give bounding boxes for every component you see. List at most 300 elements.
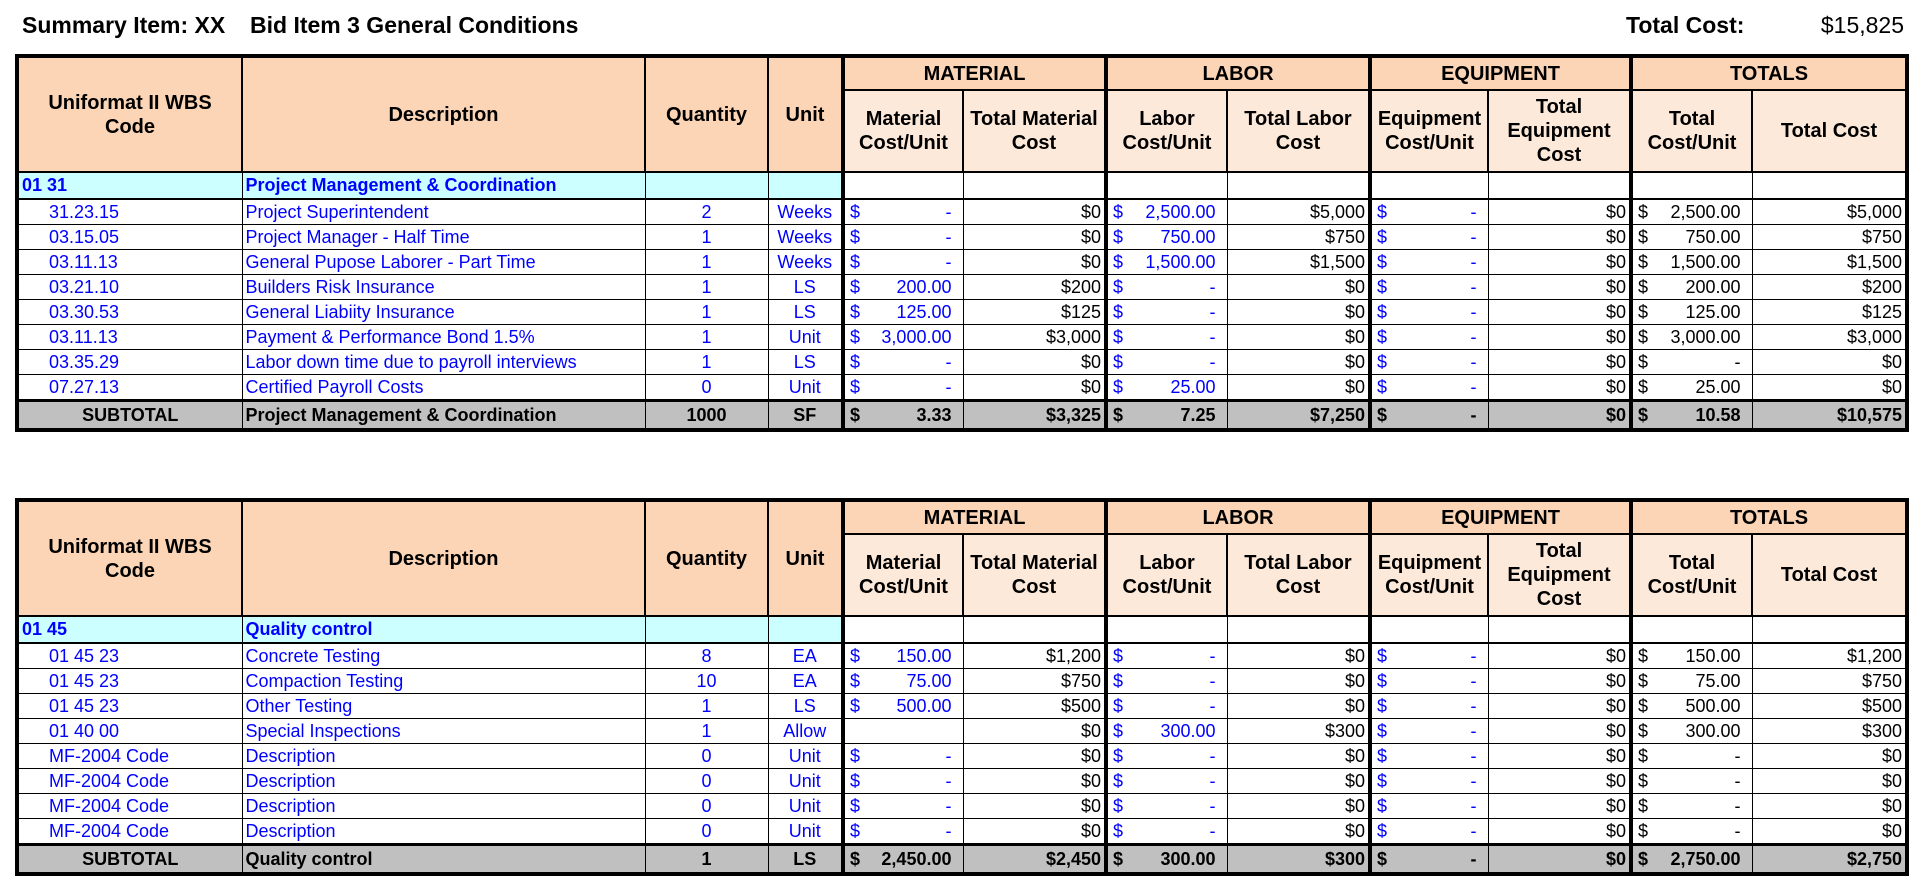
- quantity-cell[interactable]: 0: [645, 375, 768, 401]
- wbs-code-cell[interactable]: 01 40 00: [17, 719, 242, 744]
- lab-unit-cell[interactable]: [1106, 275, 1227, 300]
- section-qty-cell[interactable]: [645, 616, 768, 643]
- currency-symbol: $: [1377, 227, 1388, 247]
- eq-unit-value: -: [1470, 404, 1477, 425]
- description-cell[interactable]: Description: [242, 794, 645, 819]
- eq-unit-cell[interactable]: [1370, 819, 1488, 845]
- section-unit-cell[interactable]: [768, 172, 843, 199]
- unit-cell[interactable]: Unit: [768, 325, 843, 350]
- mat-unit-cell[interactable]: [843, 769, 963, 794]
- mat-unit-value: -: [945, 377, 952, 397]
- tot-unit-cell[interactable]: [1631, 350, 1752, 375]
- table-row[interactable]: [17, 250, 1907, 275]
- subtotal-unit[interactable]: SF: [768, 401, 843, 431]
- total-labor-cost-cell[interactable]: $0: [1227, 819, 1370, 845]
- eq-unit-cell[interactable]: [1370, 643, 1488, 669]
- section-row[interactable]: [17, 172, 1907, 199]
- total-cost-cell[interactable]: $200: [1752, 275, 1907, 300]
- total-labor-cost-cell[interactable]: $0: [1227, 794, 1370, 819]
- quantity-cell[interactable]: 0: [645, 744, 768, 769]
- eq-unit-value: -: [1470, 377, 1477, 397]
- currency-symbol: $: [850, 227, 861, 247]
- lab-unit-cell[interactable]: [1106, 845, 1227, 875]
- table-row[interactable]: [17, 300, 1907, 325]
- currency-symbol: $: [1638, 377, 1649, 397]
- wbs-code-cell[interactable]: MF-2004 Code: [17, 794, 242, 819]
- section-blank-cell[interactable]: [1106, 172, 1227, 199]
- eq-unit-cell[interactable]: [1370, 250, 1488, 275]
- total-cost-cell[interactable]: $5,000: [1752, 199, 1907, 225]
- currency-symbol: $: [1377, 327, 1388, 347]
- unit-cell[interactable]: LS: [768, 275, 843, 300]
- total-cost-cell[interactable]: $0: [1752, 819, 1907, 845]
- mat-unit-cell[interactable]: [843, 719, 963, 744]
- description-cell[interactable]: Description: [242, 744, 645, 769]
- description-cell[interactable]: Concrete Testing: [242, 643, 645, 669]
- total-labor-cost-cell[interactable]: $0: [1227, 744, 1370, 769]
- lab-unit-value: -: [1209, 671, 1216, 691]
- section-blank-cell[interactable]: [1370, 616, 1488, 643]
- lab-unit-cell[interactable]: [1106, 643, 1227, 669]
- currency-symbol: $: [1638, 646, 1649, 666]
- currency-symbol: $: [1113, 796, 1124, 816]
- table-row[interactable]: [17, 744, 1907, 769]
- section-blank-cell[interactable]: [1752, 616, 1907, 643]
- table-row[interactable]: [17, 694, 1907, 719]
- lab-unit-cell[interactable]: [1106, 250, 1227, 275]
- quantity-cell[interactable]: 1: [645, 325, 768, 350]
- eq-unit-cell[interactable]: [1370, 769, 1488, 794]
- section-blank-cell[interactable]: [963, 172, 1106, 199]
- total-equipment-cost-cell[interactable]: $0: [1488, 694, 1631, 719]
- tot-unit-cell[interactable]: [1631, 250, 1752, 275]
- subtotal-material-total[interactable]: $2,450: [963, 845, 1106, 875]
- eq-unit-value: -: [1470, 671, 1477, 691]
- eq-unit-cell[interactable]: [1370, 694, 1488, 719]
- section-code[interactable]: 01 31: [17, 172, 242, 199]
- total-equipment-cost-cell[interactable]: $0: [1488, 325, 1631, 350]
- total-material-cost-cell[interactable]: $0: [963, 225, 1106, 250]
- subtotal-total-cost[interactable]: $2,750: [1752, 845, 1907, 875]
- description-cell[interactable]: Payment & Performance Bond 1.5%: [242, 325, 645, 350]
- total-equipment-cost-cell[interactable]: $0: [1488, 769, 1631, 794]
- total-equipment-cost-cell[interactable]: $0: [1488, 199, 1631, 225]
- section-unit-cell[interactable]: [768, 616, 843, 643]
- total-equipment-cost-cell[interactable]: $0: [1488, 300, 1631, 325]
- quantity-cell[interactable]: 1: [645, 350, 768, 375]
- mat-unit-cell[interactable]: [843, 250, 963, 275]
- table-row[interactable]: [17, 643, 1907, 669]
- section-title[interactable]: Project Management & Coordination: [242, 172, 645, 199]
- total-material-cost-cell[interactable]: $0: [963, 769, 1106, 794]
- wbs-code-cell[interactable]: MF-2004 Code: [17, 769, 242, 794]
- unit-cell[interactable]: Unit: [768, 769, 843, 794]
- quantity-cell[interactable]: 10: [645, 669, 768, 694]
- total-material-cost-cell[interactable]: $0: [963, 199, 1106, 225]
- lab-unit-value: 300.00: [1160, 848, 1216, 869]
- subtotal-labor-total[interactable]: $300: [1227, 845, 1370, 875]
- tot-unit-cell[interactable]: [1631, 819, 1752, 845]
- total-material-cost-cell[interactable]: $0: [963, 744, 1106, 769]
- table-row[interactable]: [17, 350, 1907, 375]
- total-material-cost-cell[interactable]: $3,000: [963, 325, 1106, 350]
- total-equipment-cost-cell[interactable]: $0: [1488, 643, 1631, 669]
- quantity-cell[interactable]: 0: [645, 769, 768, 794]
- section-title[interactable]: Quality control: [242, 616, 645, 643]
- total-labor-cost-header: Total Labor Cost: [1227, 534, 1370, 616]
- total-labor-cost-cell[interactable]: $0: [1227, 669, 1370, 694]
- lab-unit-cell[interactable]: [1106, 401, 1227, 431]
- subtotal-labor-total[interactable]: $7,250: [1227, 401, 1370, 431]
- total-cost-cell[interactable]: $125: [1752, 300, 1907, 325]
- total-labor-cost-cell[interactable]: $0: [1227, 300, 1370, 325]
- subtotal-label[interactable]: SUBTOTAL: [17, 845, 242, 875]
- section-blank-cell[interactable]: [1488, 616, 1631, 643]
- tot-unit-cell[interactable]: [1631, 401, 1752, 431]
- total-material-cost-cell[interactable]: $0: [963, 375, 1106, 401]
- total-equipment-cost-cell[interactable]: $0: [1488, 350, 1631, 375]
- total-cost-cell[interactable]: $0: [1752, 744, 1907, 769]
- eq-unit-value: -: [1470, 227, 1477, 247]
- lab-unit-cell[interactable]: [1106, 694, 1227, 719]
- currency-symbol: $: [1113, 202, 1124, 222]
- total-equipment-cost-cell[interactable]: $0: [1488, 225, 1631, 250]
- currency-symbol: $: [850, 352, 861, 372]
- tot-unit-value: 500.00: [1685, 696, 1741, 716]
- total-labor-cost-cell[interactable]: $300: [1227, 719, 1370, 744]
- lab-unit-cell[interactable]: [1106, 300, 1227, 325]
- eq-unit-cell[interactable]: [1370, 350, 1488, 375]
- lab-unit-value: -: [1209, 746, 1216, 766]
- description-cell[interactable]: General Liabiity Insurance: [242, 300, 645, 325]
- total-material-cost-cell[interactable]: $0: [963, 819, 1106, 845]
- subtotal-unit[interactable]: LS: [768, 845, 843, 875]
- lab-unit-cell[interactable]: [1106, 719, 1227, 744]
- currency-symbol: $: [1638, 796, 1649, 816]
- lab-unit-cell[interactable]: [1106, 744, 1227, 769]
- tot-unit-cell[interactable]: [1631, 325, 1752, 350]
- tot-unit-cell[interactable]: [1631, 199, 1752, 225]
- lab-unit-cell[interactable]: [1106, 325, 1227, 350]
- lab-unit-cell[interactable]: [1106, 769, 1227, 794]
- currency-symbol: $: [850, 696, 861, 716]
- mat-unit-cell[interactable]: [843, 845, 963, 875]
- tot-unit-cell[interactable]: [1631, 375, 1752, 401]
- quantity-cell[interactable]: 1: [645, 719, 768, 744]
- description-cell[interactable]: Project Superintendent: [242, 199, 645, 225]
- eq-unit-cell[interactable]: [1370, 669, 1488, 694]
- lab-unit-value: 1,500.00: [1145, 252, 1216, 272]
- wbs-code-header: Uniformat II WBS Code: [17, 500, 242, 616]
- section-row[interactable]: [17, 616, 1907, 643]
- lab-unit-cell[interactable]: [1106, 350, 1227, 375]
- total-equipment-cost-cell[interactable]: $0: [1488, 669, 1631, 694]
- subtotal-title[interactable]: Project Management & Coordination: [242, 401, 645, 431]
- material-group-header: MATERIAL: [843, 56, 1106, 90]
- subtotal-row[interactable]: [17, 401, 1907, 431]
- wbs-code-cell[interactable]: 03.11.13: [17, 325, 242, 350]
- total-material-cost-cell[interactable]: $750: [963, 669, 1106, 694]
- quantity-cell[interactable]: 2: [645, 199, 768, 225]
- lab-unit-cell[interactable]: [1106, 225, 1227, 250]
- total-material-cost-cell[interactable]: $125: [963, 300, 1106, 325]
- description-cell[interactable]: Project Manager - Half Time: [242, 225, 645, 250]
- table-row[interactable]: [17, 819, 1907, 845]
- unit-cell[interactable]: Weeks: [768, 225, 843, 250]
- section-blank-cell[interactable]: [1631, 616, 1752, 643]
- eq-unit-cell[interactable]: [1370, 225, 1488, 250]
- section-blank-cell[interactable]: [1488, 172, 1631, 199]
- total-equipment-cost-cell[interactable]: $0: [1488, 819, 1631, 845]
- mat-unit-cell[interactable]: [843, 819, 963, 845]
- currency-symbol: $: [1377, 377, 1388, 397]
- mat-unit-cell[interactable]: [843, 669, 963, 694]
- total-cost-cell[interactable]: $0: [1752, 769, 1907, 794]
- total-labor-cost-cell[interactable]: $1,500: [1227, 250, 1370, 275]
- table-row[interactable]: [17, 375, 1907, 401]
- section-blank-cell[interactable]: [843, 616, 963, 643]
- total-labor-cost-cell[interactable]: $0: [1227, 325, 1370, 350]
- currency-symbol: $: [1377, 302, 1388, 322]
- subtotal-material-total[interactable]: $3,325: [963, 401, 1106, 431]
- tot-unit-cell[interactable]: [1631, 744, 1752, 769]
- total-equipment-cost-cell[interactable]: $0: [1488, 794, 1631, 819]
- tot-unit-cell[interactable]: [1631, 643, 1752, 669]
- total-cost-cell[interactable]: $3,000: [1752, 325, 1907, 350]
- tot-unit-cell[interactable]: [1631, 225, 1752, 250]
- section-blank-cell[interactable]: [1752, 172, 1907, 199]
- section-blank-cell[interactable]: [1106, 616, 1227, 643]
- section-blank-cell[interactable]: [843, 172, 963, 199]
- tot-unit-cell[interactable]: [1631, 275, 1752, 300]
- description-cell[interactable]: Special Inspections: [242, 719, 645, 744]
- mat-unit-cell[interactable]: [843, 325, 963, 350]
- total-material-cost-cell[interactable]: $0: [963, 719, 1106, 744]
- tot-unit-cell[interactable]: [1631, 719, 1752, 744]
- section-blank-cell[interactable]: [1227, 616, 1370, 643]
- total-equipment-cost-cell[interactable]: $0: [1488, 250, 1631, 275]
- wbs-code-cell[interactable]: 01 45 23: [17, 643, 242, 669]
- lab-unit-value: -: [1209, 771, 1216, 791]
- wbs-code-cell[interactable]: 31.23.15: [17, 199, 242, 225]
- table-row[interactable]: [17, 325, 1907, 350]
- subtotal-equipment-total[interactable]: $0: [1488, 401, 1631, 431]
- mat-unit-cell[interactable]: [843, 401, 963, 431]
- wbs-code-cell[interactable]: MF-2004 Code: [17, 744, 242, 769]
- tot-unit-cell[interactable]: [1631, 769, 1752, 794]
- mat-unit-cell[interactable]: [843, 794, 963, 819]
- total-labor-cost-cell[interactable]: $0: [1227, 769, 1370, 794]
- description-cell[interactable]: Labor down time due to payroll interviews: [242, 350, 645, 375]
- tot-unit-value: -: [1734, 352, 1741, 372]
- lab-unit-cell[interactable]: [1106, 794, 1227, 819]
- subtotal-quantity[interactable]: 1000: [645, 401, 768, 431]
- tot-unit-value: -: [1734, 821, 1741, 841]
- currency-symbol: $: [1638, 848, 1649, 869]
- unit-cell[interactable]: Unit: [768, 744, 843, 769]
- table-row[interactable]: [17, 769, 1907, 794]
- wbs-code-cell[interactable]: 03.30.53: [17, 300, 242, 325]
- subtotal-quantity[interactable]: 1: [645, 845, 768, 875]
- total-labor-cost-cell[interactable]: $750: [1227, 225, 1370, 250]
- tot-unit-cell[interactable]: [1631, 300, 1752, 325]
- total-cost-cell[interactable]: $300: [1752, 719, 1907, 744]
- mat-unit-value: 2,450.00: [881, 848, 952, 869]
- description-cell[interactable]: Description: [242, 819, 645, 845]
- subtotal-total-cost[interactable]: $10,575: [1752, 401, 1907, 431]
- wbs-code-cell[interactable]: MF-2004 Code: [17, 819, 242, 845]
- description-cell[interactable]: Other Testing: [242, 694, 645, 719]
- section-blank-cell[interactable]: [1631, 172, 1752, 199]
- tot-unit-cell[interactable]: [1631, 845, 1752, 875]
- total-equipment-cost-cell[interactable]: $0: [1488, 275, 1631, 300]
- eq-unit-cell[interactable]: [1370, 401, 1488, 431]
- total-labor-cost-cell[interactable]: $0: [1227, 694, 1370, 719]
- section-code[interactable]: 01 45: [17, 616, 242, 643]
- quantity-cell[interactable]: 1: [645, 225, 768, 250]
- unit-cell[interactable]: Unit: [768, 794, 843, 819]
- unit-cell[interactable]: Weeks: [768, 199, 843, 225]
- total-cost-cell[interactable]: $0: [1752, 375, 1907, 401]
- total-material-cost-header: Total Material Cost: [963, 534, 1106, 616]
- eq-unit-cell[interactable]: [1370, 794, 1488, 819]
- description-cell[interactable]: Certified Payroll Costs: [242, 375, 645, 401]
- lab-unit-value: 2,500.00: [1145, 202, 1216, 222]
- total-material-cost-cell[interactable]: $0: [963, 250, 1106, 275]
- total-equipment-cost-cell[interactable]: $0: [1488, 719, 1631, 744]
- total-cost-cell[interactable]: $750: [1752, 669, 1907, 694]
- wbs-code-cell[interactable]: 03.11.13: [17, 250, 242, 275]
- lab-unit-cell[interactable]: [1106, 819, 1227, 845]
- table-row[interactable]: [17, 794, 1907, 819]
- table-row[interactable]: [17, 669, 1907, 694]
- mat-unit-cell[interactable]: [843, 375, 963, 401]
- mat-unit-cell[interactable]: [843, 275, 963, 300]
- total-cost-cell[interactable]: $1,200: [1752, 643, 1907, 669]
- table-row[interactable]: [17, 199, 1907, 225]
- currency-symbol: $: [1377, 404, 1388, 425]
- quantity-cell[interactable]: 1: [645, 300, 768, 325]
- table-row[interactable]: [17, 719, 1907, 744]
- wbs-code-cell[interactable]: 03.21.10: [17, 275, 242, 300]
- wbs-code-cell[interactable]: 03.15.05: [17, 225, 242, 250]
- eq-unit-cell[interactable]: [1370, 744, 1488, 769]
- mat-unit-cell[interactable]: [843, 199, 963, 225]
- unit-cell[interactable]: Allow: [768, 719, 843, 744]
- eq-unit-cell[interactable]: [1370, 325, 1488, 350]
- total-material-cost-cell[interactable]: $1,200: [963, 643, 1106, 669]
- mat-unit-cell[interactable]: [843, 643, 963, 669]
- wbs-code-cell[interactable]: 07.27.13: [17, 375, 242, 401]
- total-cost-value[interactable]: $15,825: [1820, 12, 1904, 38]
- unit-cell[interactable]: EA: [768, 669, 843, 694]
- quantity-cell[interactable]: 1: [645, 275, 768, 300]
- wbs-code-cell[interactable]: 01 45 23: [17, 669, 242, 694]
- description-cell[interactable]: Builders Risk Insurance: [242, 275, 645, 300]
- eq-unit-cell[interactable]: [1370, 719, 1488, 744]
- unit-cell[interactable]: Weeks: [768, 250, 843, 275]
- tot-unit-cell[interactable]: [1631, 794, 1752, 819]
- total-labor-cost-cell[interactable]: $0: [1227, 275, 1370, 300]
- total-equipment-cost-cell[interactable]: $0: [1488, 744, 1631, 769]
- mat-unit-cell[interactable]: [843, 225, 963, 250]
- quantity-cell[interactable]: 0: [645, 819, 768, 845]
- tot-unit-cell[interactable]: [1631, 694, 1752, 719]
- total-labor-cost-cell[interactable]: $5,000: [1227, 199, 1370, 225]
- total-cost-cell[interactable]: $750: [1752, 225, 1907, 250]
- description-cell[interactable]: Description: [242, 769, 645, 794]
- section-qty-cell[interactable]: [645, 172, 768, 199]
- mat-unit-cell[interactable]: [843, 694, 963, 719]
- total-labor-cost-cell[interactable]: $0: [1227, 375, 1370, 401]
- tot-unit-cell[interactable]: [1631, 669, 1752, 694]
- quantity-cell[interactable]: 8: [645, 643, 768, 669]
- subtotal-row[interactable]: [17, 845, 1907, 875]
- lab-unit-cell[interactable]: [1106, 199, 1227, 225]
- total-cost-cell[interactable]: $0: [1752, 350, 1907, 375]
- wbs-code-cell[interactable]: 01 45 23: [17, 694, 242, 719]
- unit-cell[interactable]: LS: [768, 694, 843, 719]
- mat-unit-cell[interactable]: [843, 300, 963, 325]
- quantity-cell[interactable]: 0: [645, 794, 768, 819]
- table-row[interactable]: [17, 275, 1907, 300]
- unit-cell[interactable]: EA: [768, 643, 843, 669]
- total-labor-cost-cell[interactable]: $0: [1227, 643, 1370, 669]
- quantity-cell[interactable]: 1: [645, 250, 768, 275]
- total-material-cost-cell[interactable]: $0: [963, 350, 1106, 375]
- labor-group-header: LABOR: [1106, 500, 1370, 534]
- quantity-cell[interactable]: 1: [645, 694, 768, 719]
- total-material-cost-cell[interactable]: $200: [963, 275, 1106, 300]
- total-material-cost-cell[interactable]: $0: [963, 794, 1106, 819]
- section-blank-cell[interactable]: [1227, 172, 1370, 199]
- wbs-code-cell[interactable]: 03.35.29: [17, 350, 242, 375]
- description-cell[interactable]: General Pupose Laborer - Part Time: [242, 250, 645, 275]
- unit-cell[interactable]: LS: [768, 300, 843, 325]
- unit-cell[interactable]: Unit: [768, 375, 843, 401]
- subtotal-label[interactable]: SUBTOTAL: [17, 401, 242, 431]
- mat-unit-cell[interactable]: [843, 350, 963, 375]
- estimate-table: [15, 498, 1909, 876]
- subtotal-title[interactable]: Quality control: [242, 845, 645, 875]
- description-cell[interactable]: Compaction Testing: [242, 669, 645, 694]
- tot-unit-value: 150.00: [1685, 646, 1741, 666]
- tot-unit-value: 2,500.00: [1670, 202, 1741, 222]
- unit-cell[interactable]: Unit: [768, 819, 843, 845]
- section-blank-cell[interactable]: [1370, 172, 1488, 199]
- currency-symbol: $: [1377, 646, 1388, 666]
- lab-unit-cell[interactable]: [1106, 669, 1227, 694]
- total-cost-cell[interactable]: $0: [1752, 794, 1907, 819]
- total-cost-cell[interactable]: $1,500: [1752, 250, 1907, 275]
- subtotal-equipment-total[interactable]: $0: [1488, 845, 1631, 875]
- eq-unit-cell[interactable]: [1370, 300, 1488, 325]
- mat-unit-cell[interactable]: [843, 744, 963, 769]
- eq-unit-cell[interactable]: [1370, 199, 1488, 225]
- total-cost-cell[interactable]: $500: [1752, 694, 1907, 719]
- total-labor-cost-cell[interactable]: $0: [1227, 350, 1370, 375]
- tot-unit-value: 200.00: [1685, 277, 1741, 297]
- total-equipment-cost-cell[interactable]: $0: [1488, 375, 1631, 401]
- table-row[interactable]: [17, 225, 1907, 250]
- unit-cell[interactable]: LS: [768, 350, 843, 375]
- lab-unit-cell[interactable]: [1106, 375, 1227, 401]
- section-blank-cell[interactable]: [963, 616, 1106, 643]
- eq-unit-cell[interactable]: [1370, 375, 1488, 401]
- total-material-cost-cell[interactable]: $500: [963, 694, 1106, 719]
- eq-unit-cell[interactable]: [1370, 275, 1488, 300]
- eq-unit-cell[interactable]: [1370, 845, 1488, 875]
